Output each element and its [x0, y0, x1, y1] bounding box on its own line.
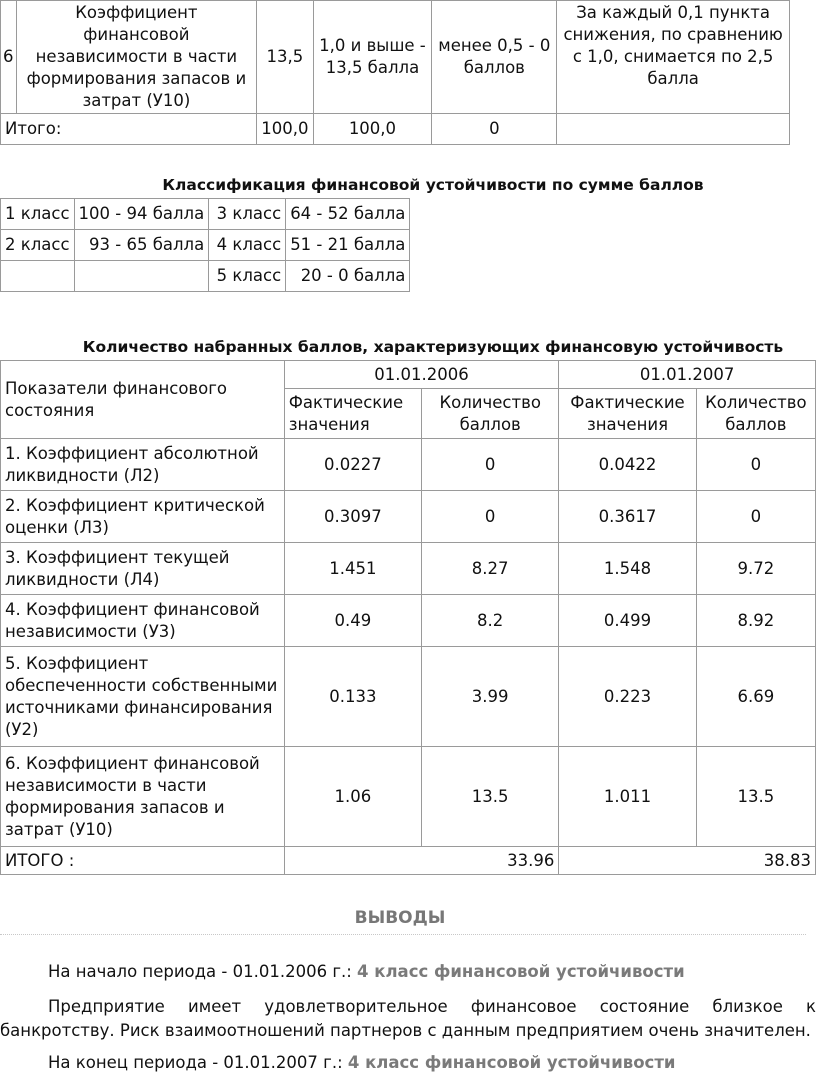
- value-2006: 1.451: [284, 543, 421, 595]
- points-2007: 0: [696, 491, 815, 543]
- conclusion-end: [0, 1051, 816, 1075]
- indicator-name: 1. Коэффициент абсолютной ликвидности (Л2): [1, 439, 285, 491]
- classification-row: [1, 199, 410, 230]
- criteria-num: 6: [1, 1, 17, 114]
- conclusion-end-class: 4 класс финансовой устойчивости: [347, 1053, 676, 1072]
- value-2007: 1.011: [559, 747, 696, 847]
- class-range-cell: 20 - 0 балла: [286, 261, 410, 292]
- divider: [0, 934, 806, 935]
- classification-table: [0, 198, 410, 292]
- class-range-cell: 93 - 65 балла: [74, 230, 209, 261]
- points-2007: 8.92: [696, 595, 815, 647]
- classification-title: Классификация финансовой устойчивости по сумме баллов: [162, 176, 704, 194]
- criteria-total-note: [557, 114, 790, 145]
- points-2007: 6.69: [696, 647, 815, 747]
- criteria-total-row: [1, 114, 790, 145]
- scores-date2-header: 01.01.2007: [559, 361, 816, 389]
- table-row: [1, 439, 816, 491]
- value-2006: 0.133: [284, 647, 421, 747]
- conclusion-description-line2: банкротству. Риск взаимоотношений партнеров с данным предприятием очень значителен.: [0, 1021, 811, 1040]
- class-cell: 3 класс: [209, 199, 286, 230]
- class-cell: 1 класс: [1, 199, 75, 230]
- criteria-total-low: 0: [432, 114, 557, 145]
- scores-points-header: Количество баллов: [696, 389, 815, 439]
- scores-total-label: ИТОГО :: [1, 847, 285, 875]
- value-2006: 0.3097: [284, 491, 421, 543]
- conclusion-end-label: На конец периода - 01.01.2007 г.:: [48, 1053, 343, 1072]
- conclusion-start: [0, 960, 816, 984]
- value-2007: 0.499: [559, 595, 696, 647]
- class-cell: 5 класс: [209, 261, 286, 292]
- points-2007: 13.5: [696, 747, 815, 847]
- criteria-note: За каждый 0,1 пункта снижения, по сравнению с 1,0, снимается по 2,5 балла: [557, 1, 790, 114]
- criteria-total-label: Итого:: [1, 114, 257, 145]
- class-range-cell: 64 - 52 балла: [286, 199, 410, 230]
- criteria-value: 13,5: [257, 1, 313, 114]
- criteria-high: 1,0 и выше - 13,5 балла: [313, 1, 432, 114]
- scores-title: Количество набранных баллов, характеризующих финансовую устойчивость: [82, 338, 784, 356]
- class-range-cell: 51 - 21 балла: [286, 230, 410, 261]
- scores-indicator-header: Показатели финансового состояния: [1, 361, 285, 439]
- class-range-cell: 100 - 94 балла: [74, 199, 209, 230]
- criteria-total-value: 100,0: [257, 114, 313, 145]
- criteria-total-high: 100,0: [313, 114, 432, 145]
- value-2007: 0.0422: [559, 439, 696, 491]
- scores-actual-header: Фактические значения: [559, 389, 696, 439]
- table-row: [1, 491, 816, 543]
- table-row: [1, 747, 816, 847]
- table-row: [1, 595, 816, 647]
- indicator-name: 2. Коэффициент критической оценки (Л3): [1, 491, 285, 543]
- points-2006: 0: [422, 491, 559, 543]
- criteria-low: менее 0,5 - 0 баллов: [432, 1, 557, 114]
- indicator-name: 5. Коэффициент обеспеченности собственными источниками финансирования (У2): [1, 647, 285, 747]
- class-cell: [1, 261, 75, 292]
- value-2007: 0.3617: [559, 491, 696, 543]
- criteria-name: Коэффициент финансовой независимости в части формирования запасов и затрат (У10): [16, 1, 257, 114]
- scores-total-2006: 33.96: [284, 847, 559, 875]
- value-2007: 0.223: [559, 647, 696, 747]
- scores-points-header: Количество баллов: [422, 389, 559, 439]
- conclusion-description-line1: Предприятие имеет удовлетворительное финансовое состояние близкое к: [48, 997, 816, 1016]
- scores-total-2007: 38.83: [559, 847, 816, 875]
- classification-row: [1, 261, 410, 292]
- points-2007: 0: [696, 439, 815, 491]
- conclusion-start-label: На начало периода - 01.01.2006 г.:: [48, 962, 352, 981]
- points-2006: 0: [422, 439, 559, 491]
- value-2006: 1.06: [284, 747, 421, 847]
- criteria-row-6: [1, 1, 790, 114]
- table-row: [1, 543, 816, 595]
- points-2006: 3.99: [422, 647, 559, 747]
- scores-date1-header: 01.01.2006: [284, 361, 559, 389]
- table-row: [1, 647, 816, 747]
- indicator-name: 3. Коэффициент текущей ликвидности (Л4): [1, 543, 285, 595]
- scores-total-row: [1, 847, 816, 875]
- scores-actual-header: Фактические значения: [284, 389, 421, 439]
- class-cell: 2 класс: [1, 230, 75, 261]
- value-2007: 1.548: [559, 543, 696, 595]
- value-2006: 0.49: [284, 595, 421, 647]
- class-cell: 4 класс: [209, 230, 286, 261]
- conclusion-start-class: 4 класс финансовой устойчивости: [357, 962, 685, 981]
- class-range-cell: [74, 261, 209, 292]
- indicator-name: 6. Коэффициент финансовой независимости в части формирования запасов и затрат (У10): [1, 747, 285, 847]
- conclusion-description: [0, 995, 816, 1043]
- points-2006: 13.5: [422, 747, 559, 847]
- criteria-table: [0, 0, 790, 145]
- value-2006: 0.0227: [284, 439, 421, 491]
- scores-header-row: [1, 361, 816, 389]
- points-2007: 9.72: [696, 543, 815, 595]
- points-2006: 8.2: [422, 595, 559, 647]
- conclusions-title: ВЫВОДЫ: [354, 908, 446, 928]
- scores-table: [0, 360, 816, 875]
- indicator-name: 4. Коэффициент финансовой независимости (У3): [1, 595, 285, 647]
- points-2006: 8.27: [422, 543, 559, 595]
- classification-row: [1, 230, 410, 261]
